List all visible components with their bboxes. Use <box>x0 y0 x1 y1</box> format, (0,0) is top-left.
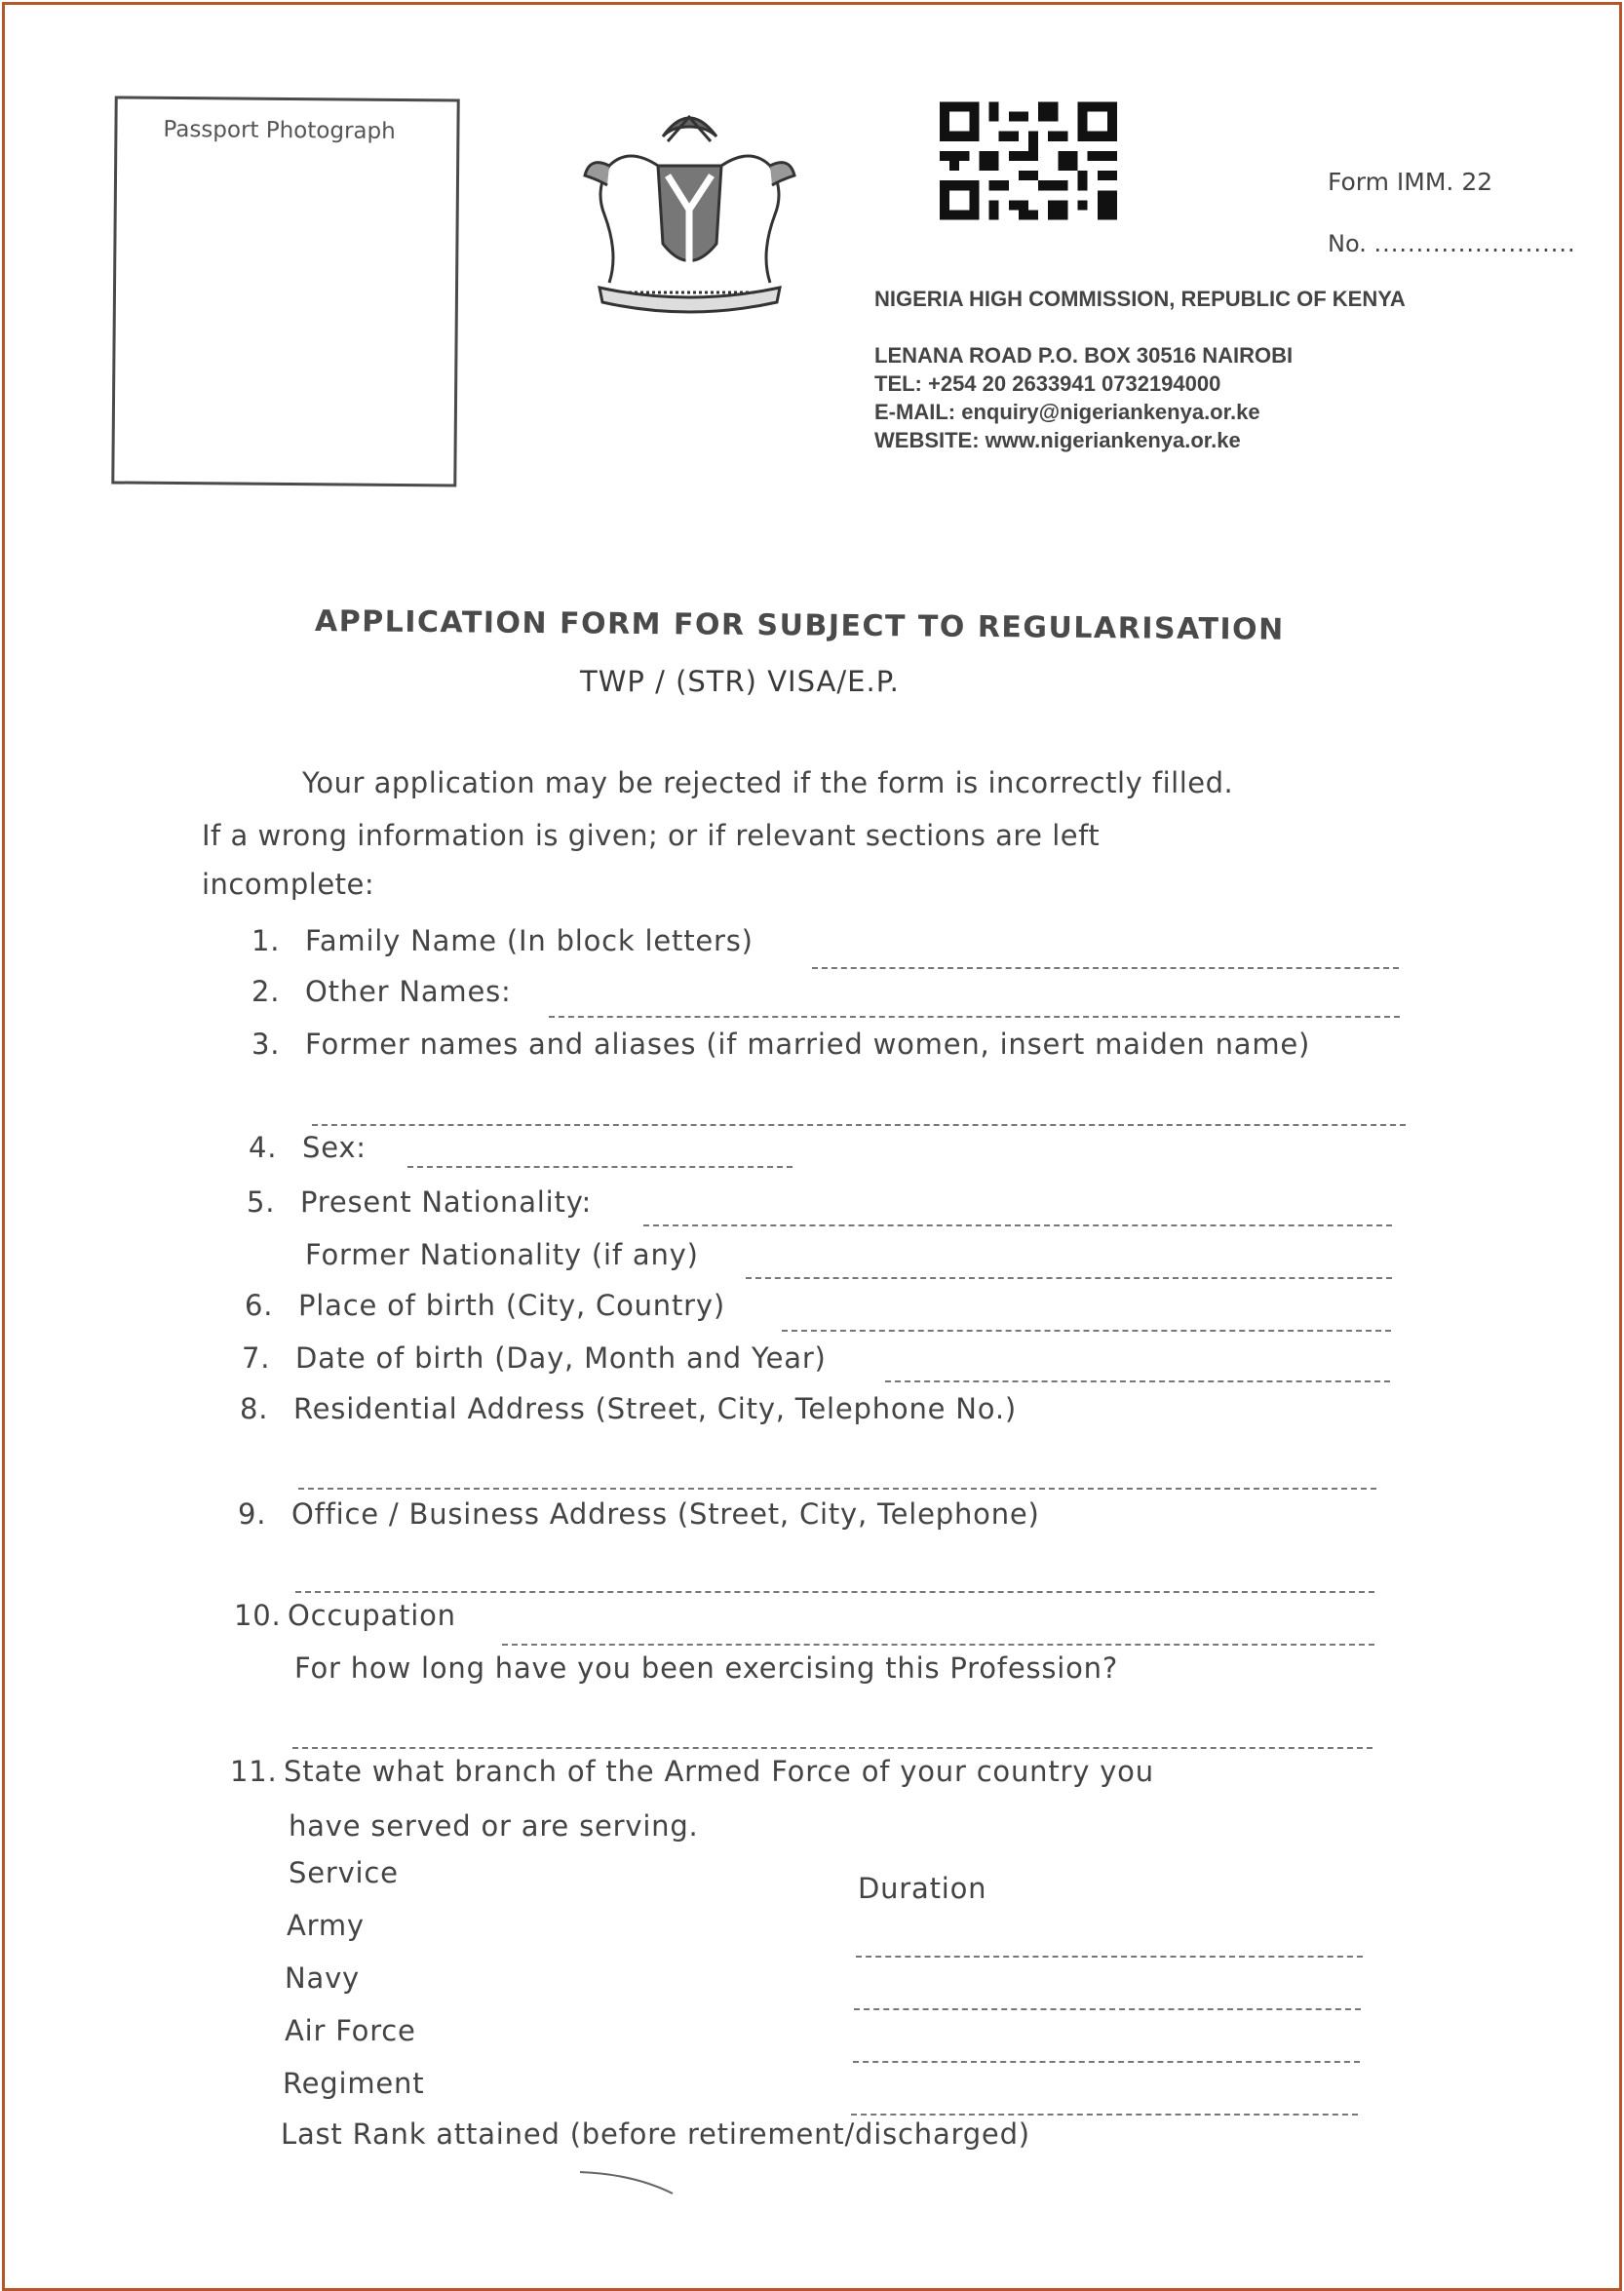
intro-line-1: Your application may be rejected if the form is incorrectly filled. <box>302 766 1234 799</box>
service-header: Service <box>289 1856 399 1889</box>
pen-mark <box>575 2164 682 2203</box>
form-title: APPLICATION FORM FOR SUBJECT TO REGULARISATION <box>314 604 1285 647</box>
duration-header: Duration <box>858 1872 987 1905</box>
place-of-birth-input[interactable] <box>782 1330 1391 1332</box>
field-label: Residential Address (Street, City, Telephone No.) <box>293 1392 1017 1425</box>
passport-photo-label: Passport Photograph <box>163 116 396 144</box>
field-place-of-birth <box>245 1289 725 1322</box>
email: E-MAIL: enquiry@nigeriankenya.or.ke <box>874 400 1260 424</box>
coat-of-arms-emblem <box>570 97 809 317</box>
profession-duration-input[interactable] <box>292 1747 1373 1749</box>
website: WEBSITE: www.nigeriankenya.or.ke <box>874 428 1241 452</box>
field-last-rank: Last Rank attained (before retirement/discharged) <box>281 2117 1030 2151</box>
regiment-duration-input[interactable] <box>851 2114 1358 2116</box>
field-former-nationality: Former Nationality (if any) <box>305 1238 699 1271</box>
commission-name: NIGERIA HIGH COMMISSION, REPUBLIC OF KENYA <box>874 287 1406 311</box>
field-label: Present Nationality: <box>300 1185 593 1219</box>
family-name-input[interactable] <box>812 967 1399 969</box>
qr-code <box>940 101 1117 220</box>
service-army: Army <box>287 1909 365 1942</box>
air-force-duration-input[interactable] <box>853 2061 1360 2063</box>
passport-photo-box[interactable] <box>111 96 459 486</box>
contact-block <box>874 341 1293 454</box>
field-number: 1. <box>251 924 281 957</box>
field-other-names <box>251 975 512 1008</box>
date-of-birth-input[interactable] <box>885 1380 1390 1382</box>
field-number: 3. <box>251 1028 281 1061</box>
field-armed-force <box>230 1755 1154 1788</box>
telephone: TEL: +254 20 2633941 0732194000 <box>874 371 1221 396</box>
field-number: 5. <box>247 1185 276 1219</box>
field-number: 2. <box>251 975 281 1008</box>
service-air-force: Air Force <box>285 2014 416 2047</box>
field-label: Former names and aliases (if married women, insert maiden name) <box>305 1028 1311 1061</box>
field-number: 4. <box>249 1131 278 1164</box>
form-number <box>1328 230 1576 257</box>
other-names-input[interactable] <box>549 1016 1400 1018</box>
field-label: Office / Business Address (Street, City, Telephone) <box>291 1497 1040 1531</box>
postal-address: LENANA ROAD P.O. BOX 30516 NAIROBI <box>874 343 1294 368</box>
field-number: 10. <box>234 1599 282 1632</box>
service-regiment: Regiment <box>283 2067 425 2100</box>
form-number-dots: ........................ <box>1373 230 1576 257</box>
field-number: 9. <box>238 1497 267 1531</box>
field-number: 7. <box>242 1341 271 1375</box>
field-label: State what branch of the Armed Force of your country you <box>284 1755 1154 1788</box>
field-sex <box>249 1131 367 1164</box>
field-date-of-birth <box>242 1341 827 1375</box>
occupation-input[interactable] <box>502 1644 1374 1646</box>
field-former-names <box>251 1028 1310 1061</box>
field-label: Sex: <box>302 1131 367 1164</box>
field-label: Date of birth (Day, Month and Year) <box>295 1341 827 1375</box>
form-subtitle: TWP / (STR) VISA/E.P. <box>580 665 900 698</box>
field-number: 6. <box>245 1289 274 1322</box>
field-residential-address <box>240 1392 1017 1425</box>
field-present-nationality <box>247 1185 592 1219</box>
field-label: Occupation <box>288 1599 456 1632</box>
army-duration-input[interactable] <box>856 1956 1363 1958</box>
field-profession-duration: For how long have you been exercising this Profession? <box>294 1651 1119 1685</box>
former-nationality-input[interactable] <box>746 1277 1392 1279</box>
present-nationality-input[interactable] <box>643 1224 1392 1226</box>
sex-input[interactable] <box>407 1166 793 1168</box>
residential-address-input[interactable] <box>298 1488 1376 1490</box>
field-occupation <box>234 1599 456 1632</box>
field-label: Place of birth (City, Country) <box>298 1289 725 1322</box>
form-number-label: No. <box>1328 230 1367 257</box>
field-label: Other Names: <box>305 975 512 1008</box>
navy-duration-input[interactable] <box>854 2008 1361 2010</box>
field-family-name <box>251 924 754 957</box>
office-address-input[interactable] <box>295 1591 1374 1593</box>
field-label: Family Name (In block letters) <box>305 924 754 957</box>
field-number: 11. <box>230 1755 278 1788</box>
field-armed-force-cont: have served or are serving. <box>289 1809 699 1843</box>
intro-line-3: incomplete: <box>202 868 375 901</box>
former-names-input[interactable] <box>312 1124 1406 1126</box>
field-office-address <box>238 1497 1040 1531</box>
field-number: 8. <box>240 1392 269 1425</box>
intro-line-2: If a wrong information is given; or if relevant sections are left <box>202 819 1101 852</box>
form-code: Form IMM. 22 <box>1328 168 1493 196</box>
service-navy: Navy <box>285 1961 360 1995</box>
